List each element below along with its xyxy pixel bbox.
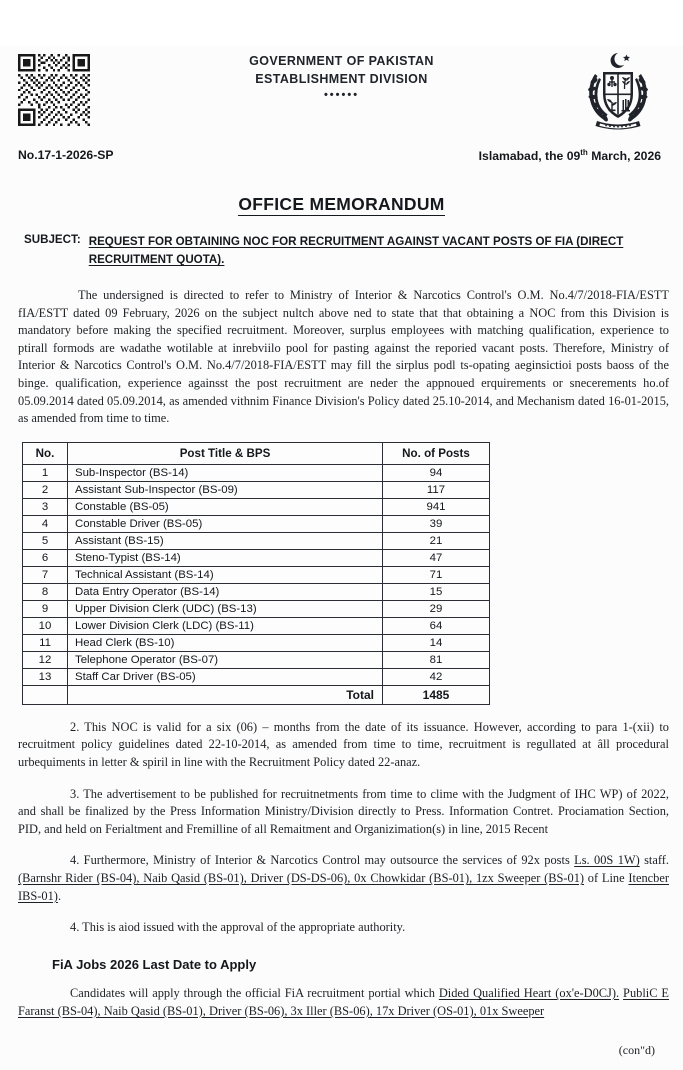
outsource-lead: 4. Furthermore, Ministry of Interior & Narcotics Control may outsource the services of 92x posts xyxy=(70,853,575,868)
table-row xyxy=(23,481,490,498)
total-label: Total xyxy=(68,685,383,704)
cell-count: 94 xyxy=(383,464,490,481)
closing-paragraph xyxy=(18,985,669,1020)
cell-no: 10 xyxy=(23,617,68,634)
cell-count: 117 xyxy=(383,481,490,498)
table-row xyxy=(23,566,490,583)
table-row xyxy=(23,634,490,651)
cell-count: 29 xyxy=(383,600,490,617)
table-row xyxy=(23,464,490,481)
cell-count: 42 xyxy=(383,668,490,685)
cell-title: Constable Driver (BS-05) xyxy=(68,515,383,532)
outsource-roles-underlined: (Barnshr Rider (BS-04), Naib Qasid (BS-01), Driver (DS-DS-06), 0x Chowkidar (BS-01), 1zx Sweeper (BS-01) xyxy=(18,871,585,886)
outsource-mid: staff. xyxy=(639,853,669,868)
vacant-posts-table xyxy=(22,442,490,705)
paragraph-item-2: 2. This NOC is valid for a six (06) – months from the date of its issuance. However, according to para 1-(xii) to recruitment policy guidelines dated 22-10-2014, as amended from time to time, recruitment is regullated at âll procedural urbequiments in letter & spiril in line with the Recruitment Policy dated 22-anaz. xyxy=(18,719,669,770)
cell-title: Sub-Inspector (BS-14) xyxy=(68,464,383,481)
outsource-end: . xyxy=(57,888,62,903)
table-row xyxy=(23,498,490,515)
cell-title: Lower Division Clerk (LDC) (BS-11) xyxy=(68,617,383,634)
cell-count: 15 xyxy=(383,583,490,600)
table-row xyxy=(23,617,490,634)
table-row xyxy=(23,515,490,532)
cell-no: 12 xyxy=(23,651,68,668)
cell-count: 71 xyxy=(383,566,490,583)
cell-count: 941 xyxy=(383,498,490,515)
continued-marker: (con"d) xyxy=(618,1043,655,1057)
cell-no: 9 xyxy=(23,600,68,617)
table-row xyxy=(23,532,490,549)
closing-underlined-1: Dided Qualified Heart (ox'e-D0CJ). xyxy=(438,985,620,1000)
table-total-row xyxy=(23,685,490,704)
cell-title: Staff Car Driver (BS-05) xyxy=(68,668,383,685)
intro-paragraph: The undersigned is directed to refer to Ministry of Interior & Narcotics Control's O.M. No.4/7/2018-FIA/ESTT fIA/ESTT dated 09 February, 2026 on the subject nultch above ned to state that that obtaining a NOC from this Division is mandatory before making the specified recruitment. Moreover, surplus employees with matching qualification, experience to ptirall formods are wadathe wotilable at inrebviilo pool for pasting against the reporied vacant posts. Therefore, Ministry of Interior & Narcotics Control's O.M. No.4/7/2018-FIA/ESTT may fill the sirplus podl ts-opating aeginsictioi posts baoss of the binge. qualification, experience againsst the post recruitment are neder the appnoued erquirements or snecerements ho.of 05.09.2014 dated 05.09.2014, as amended vithnim Finance Division's Policy dated 25.10-2014, and Mechanism dated 16-01-2015, as amended from time to time. xyxy=(18,287,669,426)
outsource-line-underlined: Itencber IBS-01) xyxy=(18,871,669,903)
posts-table-wrapper xyxy=(22,442,490,705)
table-body xyxy=(23,464,490,704)
paragraph-item-4-outsourcing xyxy=(18,852,669,905)
cell-count: 64 xyxy=(383,617,490,634)
government-line: GOVERNMENT OF PAKISTAN xyxy=(249,54,434,68)
subject-block xyxy=(24,233,661,269)
reference-number: No.17-1-2026-SP xyxy=(18,148,114,162)
page-title xyxy=(0,194,683,215)
division-line: ESTABLISHMENT DIVISION xyxy=(255,72,428,87)
cell-no: 6 xyxy=(23,549,68,566)
place-and-date: Islamabad, the 09th March, 2026 xyxy=(478,148,661,164)
outsource-posts-underlined: Ls. 00S 1W) xyxy=(574,853,640,868)
closing-lead: Candidates will apply through the official FiA recruitment portial which xyxy=(70,985,439,1000)
cell-title: Constable (BS-05) xyxy=(68,498,383,515)
document-header xyxy=(0,46,683,146)
table-row xyxy=(23,583,490,600)
reference-line xyxy=(0,148,683,168)
cell-title: Data Entry Operator (BS-14) xyxy=(68,583,383,600)
column-header-no: No. xyxy=(23,442,68,464)
table-row xyxy=(23,549,490,566)
cell-no: 11 xyxy=(23,634,68,651)
cell-no: 5 xyxy=(23,532,68,549)
cell-no: 13 xyxy=(23,668,68,685)
subject-label: SUBJECT: xyxy=(24,233,81,246)
divider-dots: •••••• xyxy=(323,89,360,102)
total-spacer xyxy=(23,685,68,704)
cell-no: 4 xyxy=(23,515,68,532)
pakistan-state-emblem-icon xyxy=(575,48,661,140)
cell-title: Technical Assistant (BS-14) xyxy=(68,566,383,583)
cell-no: 2 xyxy=(23,481,68,498)
cell-title: Head Clerk (BS-10) xyxy=(68,634,383,651)
outsource-tail: of Line xyxy=(584,871,629,886)
closing-underlined-2: PubliC E Faranst (BS-04), Naib Qasid (BS-01), Driver (BS-06), 3x Iller (BS-06), 17x Driver (OS-01), 01x Sweeper xyxy=(18,985,669,1018)
column-header-count: No. of Posts xyxy=(383,442,490,464)
cell-count: 14 xyxy=(383,634,490,651)
cell-title: Upper Division Clerk (UDC) (BS-13) xyxy=(68,600,383,617)
closing-heading: FiA Jobs 2026 Last Date to Apply xyxy=(52,956,257,972)
column-header-title: Post Title & BPS xyxy=(68,442,383,464)
cell-no: 1 xyxy=(23,464,68,481)
table-row xyxy=(23,668,490,685)
paragraph-item-4-approval: 4. This is aiod issued with the approval of the appropriate authority. xyxy=(70,920,406,935)
cell-title: Steno-Typist (BS-14) xyxy=(68,549,383,566)
paragraph-item-3: 3. The advertisement to be published for recruitnetments from time to clime with the Judgment of IHC WP) of 2022, and shall be finalized by the Press Information Ministry/Division directly to Press. Information Contret. Prociamation Section, PID, and held on Ferialtment and Fremilline of all Remaitment and Organizimation(s) in line, 2015 Recent xyxy=(18,786,669,836)
subject-text: REQUEST FOR OBTAINING NOC FOR RECRUITMENT AGAINST VACANT POSTS OF FIA (DIRECT RECRUITMENT QUOTA). xyxy=(88,235,624,266)
cell-no: 3 xyxy=(23,498,68,515)
cell-count: 81 xyxy=(383,651,490,668)
total-value: 1485 xyxy=(383,685,490,704)
cell-title: Telephone Operator (BS-07) xyxy=(68,651,383,668)
table-header-row xyxy=(23,442,490,464)
cell-count: 47 xyxy=(383,549,490,566)
table-row xyxy=(23,600,490,617)
table-row xyxy=(23,651,490,668)
cell-count: 21 xyxy=(383,532,490,549)
memo-title-text: OFFICE MEMORANDUM xyxy=(238,194,445,214)
cell-no: 7 xyxy=(23,566,68,583)
cell-title: Assistant (BS-15) xyxy=(68,532,383,549)
cell-no: 8 xyxy=(23,583,68,600)
cell-title: Assistant Sub-Inspector (BS-09) xyxy=(68,481,383,498)
cell-count: 39 xyxy=(383,515,490,532)
